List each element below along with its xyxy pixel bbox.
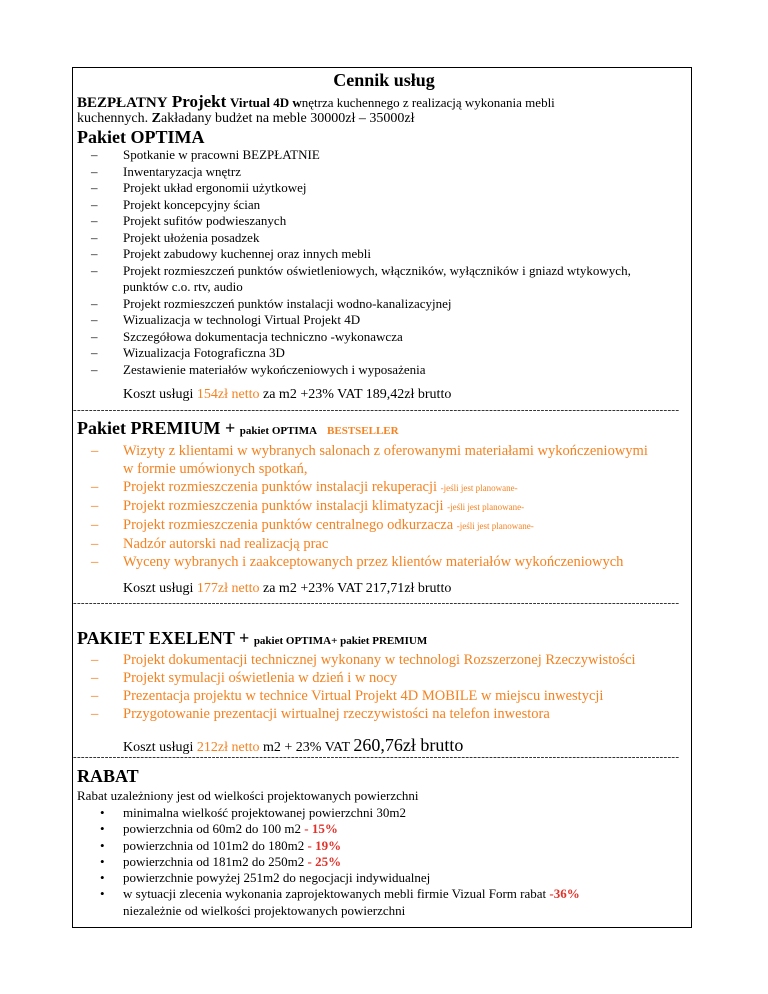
list-item: – Zestawienie materiałów wykończeniowych i wyposażenia [77,362,687,379]
premium-heading-text: Pakiet PREMIUM + [77,418,240,438]
separator: --------------------------------------------------------------------------------------------------------------------------------------------------------- [73,404,680,416]
bestseller-badge: BESTSELLER [327,425,399,437]
intro-line-2c: akładany budżet na meble 30000zł – 35000zł [161,111,415,126]
list-item: – Projekt ułożenia posadzek [77,230,687,247]
list-item [77,854,687,870]
list-item-text: Projekt rozmieszczenia punktów centralnego odkurzacza [123,517,454,533]
list-item [77,516,687,535]
premium-heading-sub: pakiet OPTIMA [239,425,318,437]
intro-line-2 [77,111,414,127]
cost-brutto: 260,76zł brutto [353,735,464,755]
cost-detail: m2 + 23% VAT [259,740,354,755]
list-item-text: Wizyty z klientami w wybranych salonach z oferowanymi materiałami wykończeniowymi [123,443,648,459]
list-item [77,821,687,837]
list-item-text: Projekt rozmieszczenia punktów instalacji rekuperacji [123,479,438,495]
intro-line-1 [77,92,555,112]
rabat-intro: Rabat uzależniony jest od wielkości projektowanych powierzchni [77,788,419,803]
exelent-heading-sub: pakiet OPTIMA+ pakiet PREMIUM [253,635,428,647]
cost-label: Koszt usługi [123,581,197,596]
cost-price: 154zł netto [196,387,260,402]
exelent-list [77,651,687,723]
cost-price: 212zł netto [196,740,260,755]
exelent-heading-text: PAKIET EXELENT + [77,628,254,648]
list-item: – Projekt zabudowy kuchennej oraz innych mebli [77,246,687,263]
list-item-note: -jeśli jest planowane- [440,483,518,493]
list-item [77,886,687,919]
list-item [77,838,687,854]
discount-value: - 25% [307,853,342,869]
list-item-text: powierzchnia od 101m2 do 180m2 [123,837,305,853]
intro-rest: nętrza kuchennego z realizacją wykonania mebli [301,95,555,110]
list-item: • powierzchnie powyżej 251m2 do negocjacji indywidualnej [77,870,687,886]
cost-label: Koszt usługi [123,387,197,402]
premium-heading [77,418,399,439]
list-item-text: Projekt rozmieszczenia punktów instalacji klimatyzacji [123,498,444,514]
list-item: – Wyceny wybranych i zaakceptowanych przez klientów materiałów wykończeniowych [77,553,687,571]
list-item: – Inwentaryzacja wnętrz [77,164,687,181]
page-title: Cennik usług [333,70,435,90]
list-item: – Wizualizacja w technologi Virtual Projekt 4D [77,312,687,329]
list-item: – Przygotowanie prezentacji wirtualnej rzeczywistości na telefon inwestora [77,705,687,723]
list-item-note: -jeśli jest planowane- [456,521,534,531]
list-item: – Projekt rozmieszczeń punktów instalacji wodno-kanalizacyjnej [77,296,687,313]
list-item: – Szczegółowa dokumentacja techniczno -wykonawcza [77,329,687,346]
cost-price: 177zł netto [196,581,260,596]
list-item-note: -jeśli jest planowane- [447,502,525,512]
list-item: – Projekt symulacji oświetlenia w dzień i w nocy [77,669,687,687]
list-item: – Spotkanie w pracowni BEZPŁATNIE [77,147,687,164]
discount-value: -36% [549,886,580,902]
cost-detail: za m2 +23% VAT 189,42zł brutto [259,387,452,402]
discount-value: - 19% [307,837,342,853]
list-item-text: Projekt rozmieszczeń punktów oświetleniowych, włączników, wyłączników i gniazd wtykowych, [123,262,631,278]
list-item [77,442,687,478]
list-item: – Wizualizacja Fotograficzna 3D [77,345,687,362]
optima-cost [123,387,451,403]
list-item-cont: w formie umówionych spotkań, [123,461,308,477]
intro-line-2a: kuchennych. [77,111,152,126]
intro-line-2b: Z [151,111,161,126]
intro-projekt-label: Projekt [167,92,227,111]
separator: --------------------------------------------------------------------------------------------------------------------------------------------------------- [73,751,680,763]
list-item [77,263,687,296]
optima-list [77,147,687,378]
exelent-heading [77,628,427,649]
list-item: • minimalna wielkość projektowanej powierzchni 30m2 [77,805,687,821]
discount-value: - 15% [304,821,338,837]
list-item-cont: niezależnie od wielkości projektowanych powierzchni [123,902,406,918]
premium-list [77,442,687,571]
list-item-text: w sytuacji zlecenia wykonania zaprojektowanych mebli firmie Vizual Form rabat [123,886,547,902]
cost-label: Koszt usługi [123,740,197,755]
list-item: – Prezentacja projektu w technice Virtual Projekt 4D MOBILE w miejscu inwestycji [77,687,687,705]
list-item-text: powierzchnia od 181m2 do 250m2 [123,853,305,869]
premium-cost [123,581,451,597]
rabat-heading: RABAT [77,766,139,786]
cost-detail: za m2 +23% VAT 217,71zł brutto [259,581,452,596]
list-item: – Projekt sufitów podwieszanych [77,213,687,230]
list-item [77,497,687,516]
list-item-text: powierzchnia od 60m2 do 100 m2 [123,821,301,837]
optima-heading: Pakiet OPTIMA [77,127,205,147]
list-item-cont: punktów c.o. rtv, audio [123,279,243,294]
separator: --------------------------------------------------------------------------------------------------------------------------------------------------------- [73,597,680,609]
list-item [77,478,687,497]
list-item: – Nadzór autorski nad realizacją prac [77,535,687,553]
intro-free-label: BEZPŁATNY [77,95,168,111]
list-item: – Projekt układ ergonomii użytkowej [77,180,687,197]
list-item: – Projekt koncepcyjny ścian [77,197,687,214]
intro-virtual-label: Virtual 4D w [230,95,302,110]
list-item: – Projekt dokumentacji technicznej wykonany w technologi Rozszerzonej Rzeczywistości [77,651,687,669]
rabat-list [77,805,687,919]
